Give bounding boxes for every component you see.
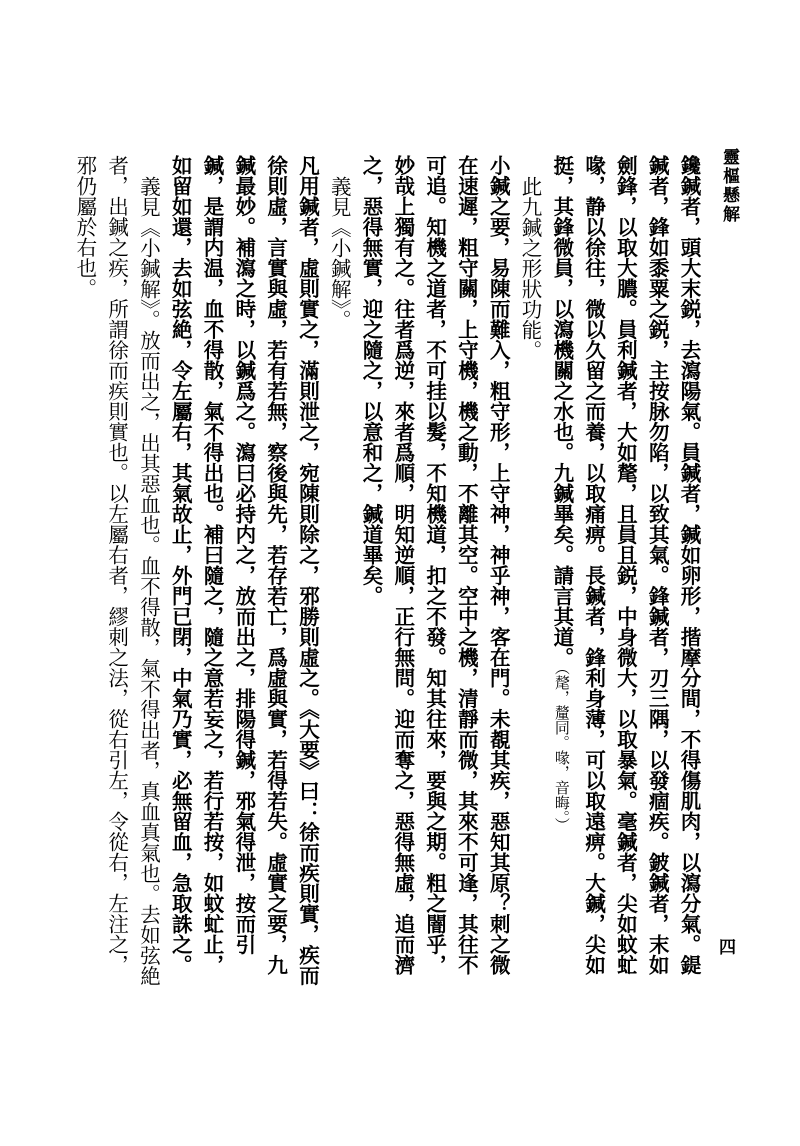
vertical-text-body [72,155,704,995]
paragraph-small-needle: 小鍼之要，易陳而難入，粗守形，上守神，神乎神，客在門。未覩其疾，惡知其原？刺之微在速遲，粗守關，上守機，機之動，不離其空。空中之機，清靜而微，其來不可逢，其往不可追。知機之道者，不可挂以髮，不知機道，扣之不發。知其往來，要與之期。粗之闇乎，妙哉上獨有之。往者爲逆，來者爲順，明知逆順，正行無問。迎而奪之，惡得無虛，追而濟之，惡得無實，迎之隨之，以意和之，鍼道畢矣。 [359,155,511,975]
paragraph-text: 鑱鍼者，頭大末鋭，去瀉陽氣。員鍼者，鍼如卵形，揩摩分間，不得傷肌肉，以瀉分氣。鍉鍼者，鋒如黍粟之鋭，主按脉勿陷，以致其氣。鋒鍼者，刃三隅，以發痼疾。鈹鍼者，末如劍鋒，以取大膿。員利鍼者，大如氂，且員且鋭，中身微大，以取暴氣。毫鍼者，尖如蚊虻喙，静以徐往，微以久留之而養，以取痛痹。長鍼者，鋒利身薄，可以取遠痹。大鍼，尖如挺，其鋒微員，以瀉機關之水也。九鍼畢矣。請言其道。 [549,155,701,975]
commentary-nine-needles: 此九鍼之形狀功能。 [518,175,543,360]
page-number: 四 [715,938,735,955]
commentary-small-needle: 義見《小鍼解》。 [327,175,352,330]
commentary-using-needles: 義見《小鍼解》。放而出之，出其惡血也。血不得散，氣不得出者，真血真氣也。去如弦絶者，出鍼之疾，所謂徐而疾則實也。以左屬右者，繆刺之法，從右引左，令從右，左注之，邪仍屬於右也。 [72,155,161,986]
paragraph-using-needles: 凡用鍼者，虛則實之，滿則泄之，宛陳則除之，邪勝則虛之。《大要》曰：徐而疾則實，疾而徐則虛，言實與虛，若有若無，察後與先，若存若亡，爲虛與實，若得若失。虛實之要，九鍼最妙。補瀉之時，以鍼爲之。瀉曰必持内之，放而出之，排陽得鍼，邪氣得泄，按而引鍼，是謂内温，血不得散，氣不得出也。補曰隨之，隨之意若妄之，若行若按，如蚊虻止，如留如還，去如弦絶，令左屬右，其氣故止，外門已閉，中氣乃實，必無留血，急取誅之。 [168,155,320,986]
paragraph-nine-needles [545,155,704,995]
book-title: 靈樞懸解 [719,148,739,224]
pronunciation-note: （氂，釐同。喙，音晦。） [552,667,571,833]
